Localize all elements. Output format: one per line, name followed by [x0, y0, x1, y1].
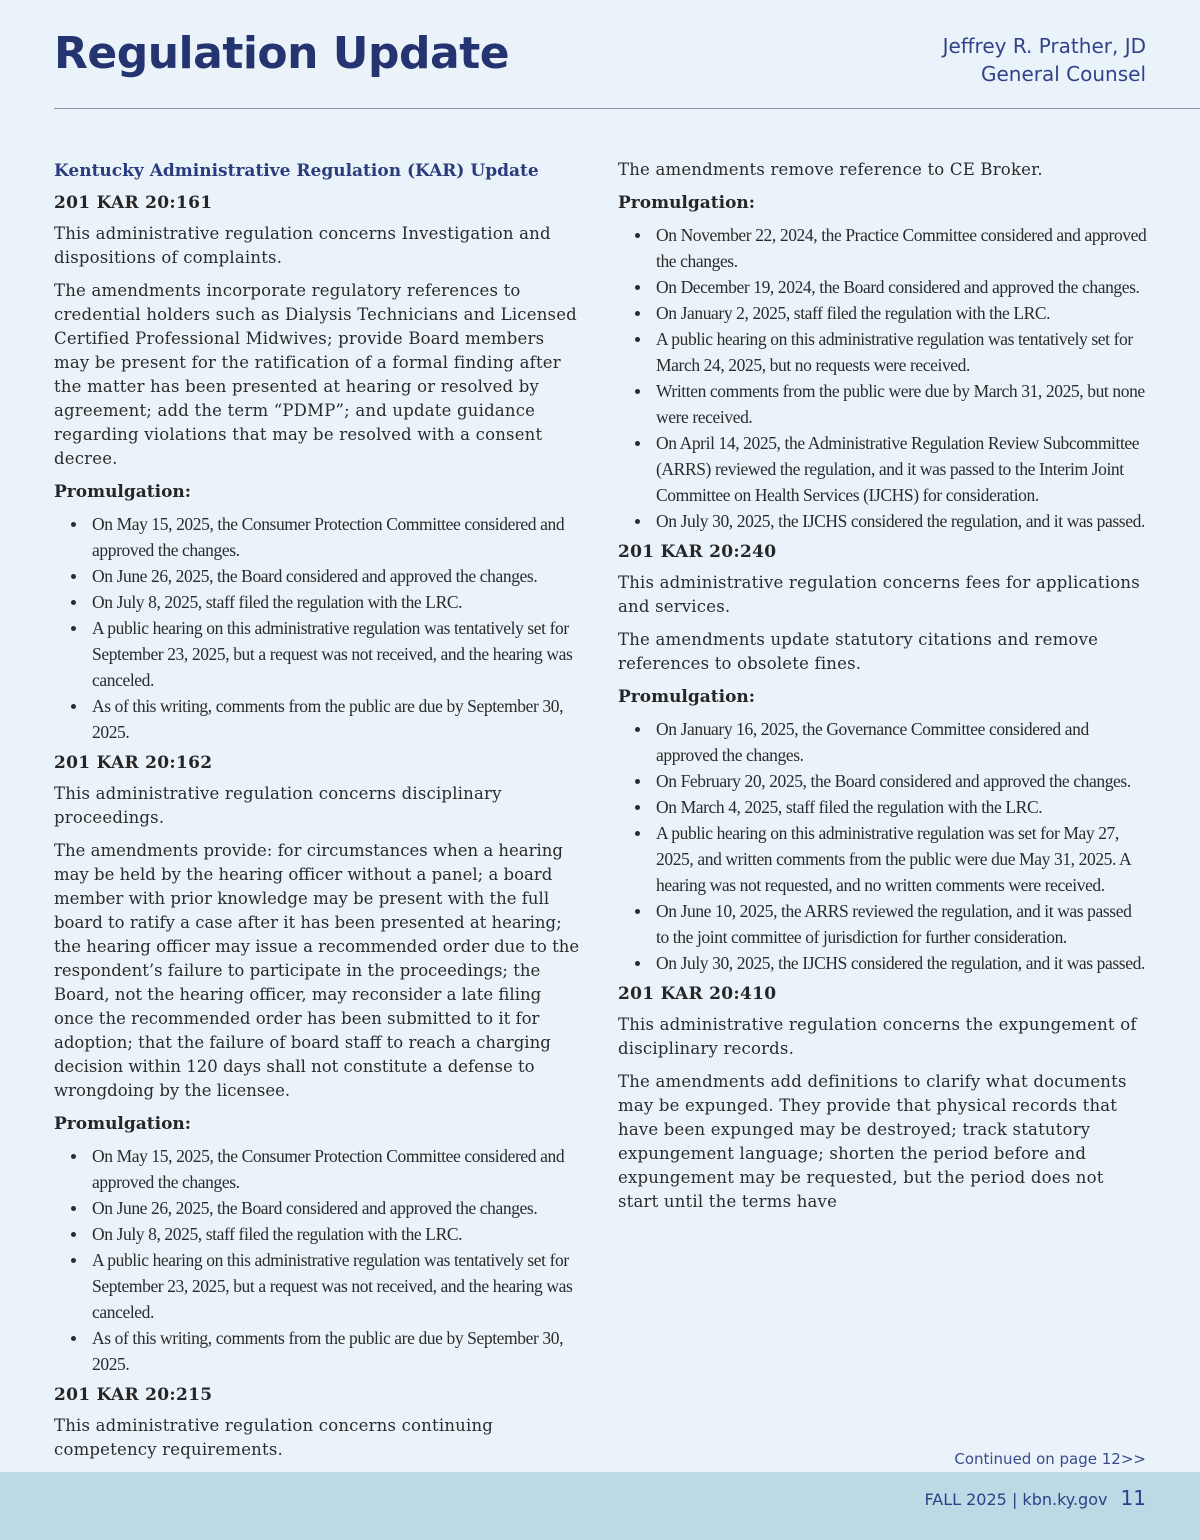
promulgation-label: Promulgation: [618, 193, 756, 213]
list-item: On July 30, 2025, the IJCHS considered the regulation, and it was passed. [618, 508, 1148, 534]
regulation-id-215: 201 KAR 20:215 [54, 1385, 213, 1405]
list-item: On July 8, 2025, staff filed the regulation with the LRC. [54, 1221, 584, 1247]
paragraph: This administrative regulation concerns fees for applications and services. [618, 573, 1140, 616]
left-column [54, 158, 584, 1471]
list-item: On January 2, 2025, staff filed the regulation with the LRC. [618, 300, 1148, 326]
list-item: Written comments from the public were due by March 31, 2025, but none were received. [618, 378, 1148, 430]
list-item: On February 20, 2025, the Board considered and approved the changes. [618, 768, 1148, 794]
site-link[interactable]: kbn.ky.gov [1022, 1490, 1108, 1509]
list-item: A public hearing on this administrative regulation was tentatively set for September 23, 2025, but a request was not received, and the hearing was canceled. [54, 615, 584, 693]
footer-separator: | [1011, 1490, 1018, 1509]
list-item: A public hearing on this administrative regulation was tentatively set for September 23, 2025, but a request was not received, and the hearing was canceled. [54, 1247, 584, 1325]
author-name: Jeffrey R. Prather, JD [942, 34, 1146, 58]
regulation-id-162: 201 KAR 20:162 [54, 753, 213, 773]
list-item: A public hearing on this administrative regulation was tentatively set for March 24, 2025, but no requests were received. [618, 326, 1148, 378]
paragraph: This administrative regulation concerns the expungement of disciplinary records. [618, 1015, 1137, 1058]
author-block [943, 32, 1146, 88]
list-item: As of this writing, comments from the public are due by September 30, 2025. [54, 1325, 584, 1377]
paragraph: The amendments update statutory citations and remove references to obsolete fines. [618, 630, 1099, 673]
promulgation-list [618, 716, 1148, 976]
header-divider [54, 108, 1200, 109]
promulgation-list [54, 511, 584, 745]
list-item: On May 15, 2025, the Consumer Protection Committee considered and approved the changes. [54, 1143, 584, 1195]
list-item: On July 8, 2025, staff filed the regulation with the LRC. [54, 589, 584, 615]
list-item: On June 26, 2025, the Board considered and approved the changes. [54, 1195, 584, 1221]
regulation-id-410: 201 KAR 20:410 [618, 984, 777, 1004]
list-item: On November 22, 2024, the Practice Committee considered and approved the changes. [618, 222, 1148, 274]
list-item: On June 26, 2025, the Board considered and approved the changes. [54, 563, 584, 589]
page-header [0, 0, 1200, 110]
section-heading: Kentucky Administrative Regulation (KAR) Update [54, 161, 539, 181]
promulgation-label: Promulgation: [54, 1114, 192, 1134]
paragraph: This administrative regulation concerns disciplinary proceedings. [54, 784, 502, 827]
list-item: On December 19, 2024, the Board considered and approved the changes. [618, 274, 1148, 300]
promulgation-label: Promulgation: [54, 482, 192, 502]
author-role: General Counsel [980, 62, 1146, 86]
paragraph: The amendments provide: for circumstances when a hearing may be held by the hearing officer without a panel; a board member with prior knowledge may be present with the full board to ratify a case after it has been presented at hearing; the hearing officer may issue a recommended order due to the respondent’s failure to participate in the proceedings; the Board, not the hearing officer, may reconsider a late filing once the recommended order has been submitted to it for adoption; that the failure of board staff to reach a charging decision within 120 days shall not constitute a defense to wrongdoing by the licensee. [54, 841, 580, 1100]
promulgation-list [54, 1143, 584, 1377]
list-item: On May 15, 2025, the Consumer Protection Committee considered and approved the changes. [54, 511, 584, 563]
paragraph: The amendments remove reference to CE Broker. [618, 160, 1043, 179]
continued-link[interactable]: Continued on page 12>> [954, 1450, 1146, 1468]
list-item: As of this writing, comments from the public are due by September 30, 2025. [54, 693, 584, 745]
list-item: On June 10, 2025, the ARRS reviewed the regulation, and it was passed to the joint committee of jurisdiction for further consideration. [618, 898, 1148, 950]
paragraph: This administrative regulation concerns Investigation and dispositions of complaints. [54, 224, 551, 267]
list-item: On July 30, 2025, the IJCHS considered the regulation, and it was passed. [618, 950, 1148, 976]
list-item: On April 14, 2025, the Administrative Regulation Review Subcommittee (ARRS) reviewed the regulation, and it was passed to the Interim Joint Committee on Health Services (IJCHS) for consideration. [618, 430, 1148, 508]
list-item: On January 16, 2025, the Governance Committee considered and approved the changes. [618, 716, 1148, 768]
promulgation-label: Promulgation: [618, 687, 756, 707]
right-column [618, 158, 1148, 1223]
page-footer [0, 1472, 1200, 1540]
list-item: On March 4, 2025, staff filed the regulation with the LRC. [618, 794, 1148, 820]
page-title: Regulation Update [54, 28, 510, 79]
regulation-id-161: 201 KAR 20:161 [54, 193, 213, 213]
promulgation-list [618, 222, 1148, 534]
paragraph: The amendments add definitions to clarify what documents may be expunged. They provide that physical records that have been expunged may be destroyed; track statutory expungement language; shorten the period before and expungement may be requested, but the period does not start until the terms have [618, 1072, 1127, 1211]
page-number: 11 [1120, 1486, 1146, 1510]
paragraph: The amendments incorporate regulatory references to credential holders such as Dialysis Technicians and Licensed Certified Professional Midwives; provide Board members may be present for the ratification of a formal finding after the matter has been presented at hearing or resolved by agreement; add the term “PDMP”; and update guidance regarding violations that may be resolved with a consent decree. [54, 281, 577, 468]
list-item: A public hearing on this administrative regulation was set for May 27, 2025, and written comments from the public were due May 31, 2025. A hearing was not requested, and no written comments were received. [618, 820, 1148, 898]
issue-label: FALL 2025 [924, 1490, 1007, 1509]
footer-text [925, 1486, 1146, 1510]
paragraph: This administrative regulation concerns continuing competency requirements. [54, 1416, 494, 1459]
regulation-id-240: 201 KAR 20:240 [618, 542, 777, 562]
